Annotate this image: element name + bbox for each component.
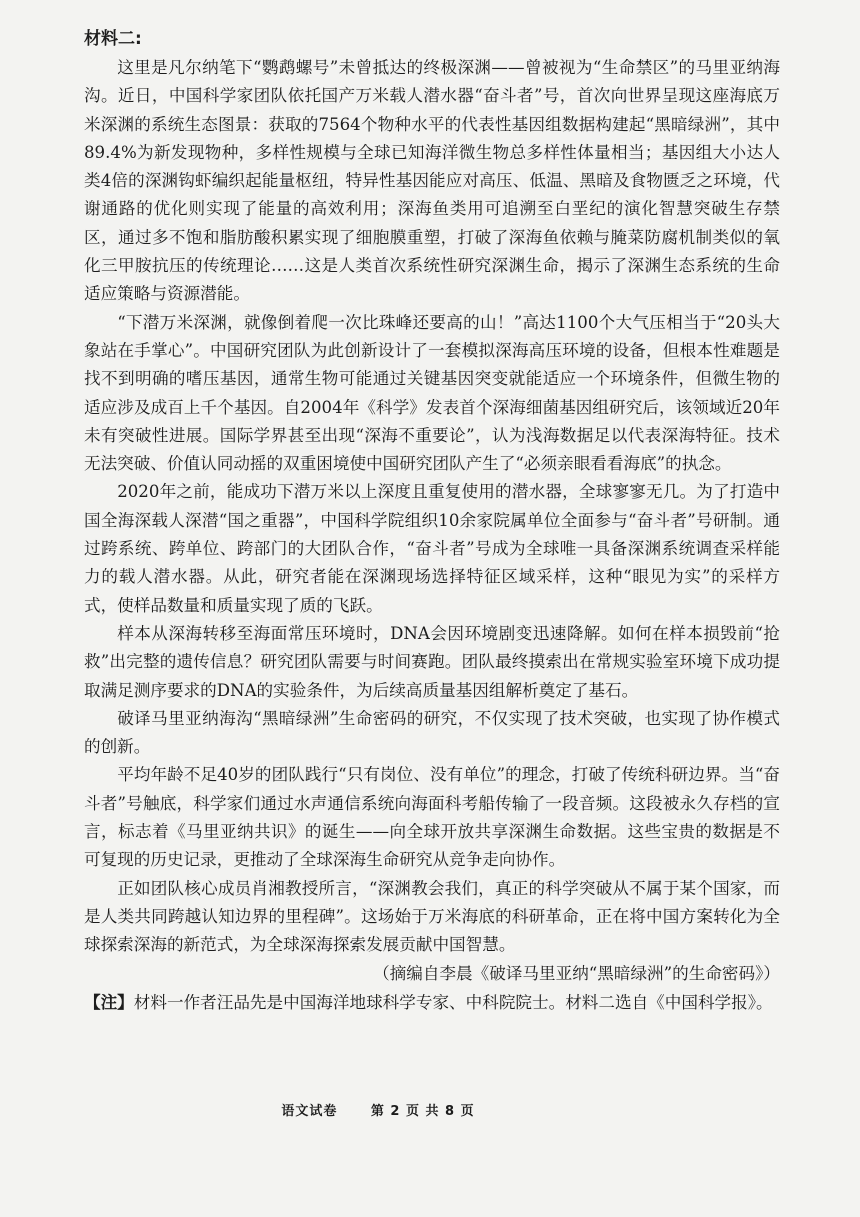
paragraph-7: 正如团队核心成员肖湘教授所言，“深渊教会我们，真正的科学突破从不属于某个国家，而是人类共同跨越认知边界的里程碑”。这场始于万米海底的科研革命，正在将中国方案转化为全球探索深海的新范式，为全球深海探索发展贡献中国智慧。	[84, 878, 780, 955]
footer-page-number: 第 2 页 共 8 页	[370, 1104, 475, 1119]
material-heading: 材料二:	[84, 29, 142, 49]
paragraph-6: 平均年龄不足40岁的团队践行“只有岗位、没有单位”的理念，打破了传统科研边界。当“奋斗者”号触底，科学家们通过水声通信系统向海面科考船传输了一段音频。这段被永久存档的宣言，标志着《马里亚纳共识》的诞生——向全球开放共享深渊生命数据。这些宝贵的数据是不可复现的历史记录，更推动了全球深海生命研究从竞争走向协作。	[84, 765, 780, 870]
source-citation: （摘编自李晨《破译马里亚纳“黑暗绿洲”的生命密码》）	[373, 963, 780, 983]
paragraph-1: 这里是凡尔纳笔下“鹦鹉螺号”未曾抵达的终极深渊——曾被视为“生命禁区”的马里亚纳海沟。近日，中国科学家团队依托国产万米载人潜水器“奋斗者”号，首次向世界呈现这座海底万米深渊的系统生态图景：获取的7564个物种水平的代表性基因组数据构建起“黑暗绿洲”，其中89.4%为新发现物种，多样性规模与全球已知海洋微生物总多样性体量相当；基因组大小达人类4倍的深渊钩虾编织起能量枢纽，特异性基因能应对高压、低温、黑暗及食物匮乏之环境，代谢通路的优化则实现了能量的高效利用；深海鱼类用可追溯至白垩纪的演化智慧突破生存禁区，通过多不饱和脂肪酸积累实现了细胞膜重塑，打破了深海鱼依赖与腌菜防腐机制类似的氧化三甲胺抗压的传统理论……这是人类首次系统性研究深渊生命，揭示了深渊生态系统的生命适应策略与资源潜能。	[84, 58, 780, 304]
note	[84, 988, 780, 1017]
note-tag: 【注】	[84, 991, 134, 1012]
footer-subject: 语文试卷	[281, 1104, 338, 1119]
paragraph-4: 样本从深海转移至海面常压环境时，DNA会因环境剧变迅速降解。如何在样本损毁前“抢救”出完整的遗传信息？研究团队需要与时间赛跑。团队最终摸索出在常规实验室环境下成功提取满足测序要求的DNA的实验条件，为后续高质量基因组解析奠定了基石。	[84, 623, 780, 700]
paragraph-2: “下潜万米深渊，就像倒着爬一次比珠峰还要高的山！”高达1100个大气压相当于“20头大象站在手掌心”。中国研究团队为此创新设计了一套模拟深海高压环境的设备，但根本性难题是找不到明确的嗜压基因，通常生物可能通过关键基因突变就能适应一个环境条件，但微生物的适应涉及成百上千个基因。自2004年《科学》发表首个深海细菌基因组研究后，该领域近20年未有突破性进展。国际学界甚至出现“深海不重要论”，认为浅海数据足以代表深海特征。技术无法突破、价值认同动摇的双重困境使中国研究团队产生了“必须亲眼看看海底”的执念。	[84, 312, 780, 474]
note-text: 材料一作者汪品先是中国海洋地球科学专家、中科院院士。材料二选自《中国科学报》。	[133, 992, 773, 1012]
paragraph-3: 2020年之前，能成功下潜万米以上深度且重复使用的潜水器，全球寥寥无几。为了打造中国全海深载人深潜“国之重器”，中国科学院组织10余家院属单位全面参与“奋斗者”号研制。通过跨系统、跨单位、跨部门的大团队合作，“奋斗者”号成为全球唯一具备深渊系统调查采样能力的载人潜水器。从此，研究者能在深渊现场选择特征区域采样，这种“眼见为实”的采样方式，使样品数量和质量实现了质的飞跃。	[84, 482, 780, 615]
paragraph-5: 破译马里亚纳海沟“黑暗绿洲”生命密码的研究，不仅实现了技术突破，也实现了协作模式的创新。	[84, 708, 780, 757]
page-footer	[0, 1100, 860, 1119]
